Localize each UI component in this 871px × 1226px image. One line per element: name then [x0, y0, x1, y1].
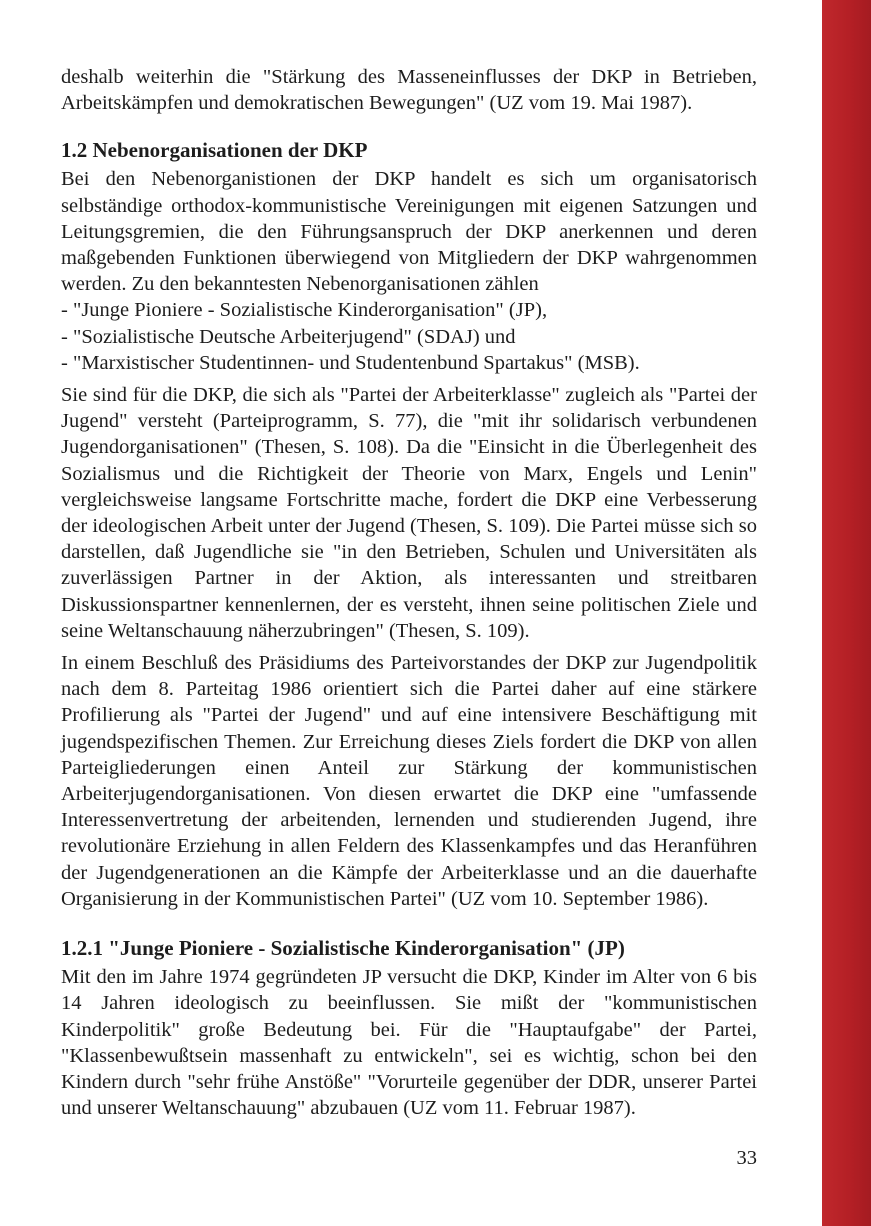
section-1-2-paragraph-2: Sie sind für die DKP, die sich als "Partei der Arbeiterklasse" zugleich als "Partei der Jugend" versteht (Parteiprogramm, S. 77), die "mit ihr solidarisch verbundenen Jugendorganisationen" (Thesen, S. 108). Da die "Einsicht in die Überlegenheit des Sozialismus und die Richtigkeit der Theorie von Marx, Engels und Lenin" vergleichsweise langsame Fortschritte mache, fordert die DKP eine Verbesserung der ideologischen Arbeit unter der Jugend (Thesen, S. 109). Die Partei müsse sich so darstellen, daß Jugendliche sie "in den Betrieben, Schulen und Universitäten als zuverlässigen Partner in der Aktion, als interessanten und streitbaren Diskussionspartner kennenlernen, der es versteht, ihnen seine politischen Ziele und seine Weltanschauung näherzubringen" (Thesen, S. 109). [61, 384, 757, 642]
page-number: 33 [736, 1147, 757, 1169]
section-1-2-paragraph-1: Bei den Nebenorganistionen der DKP handelt es sich um organisatorisch selbständige orthodox-kommunistische Vereinigungen mit eigenen Satzungen und Leitungsgremien, die den Führungsanspruch der DKP anerkennen und deren maßgebenden Funktionen überwiegend von Mitgliedern der DKP wahrgenommen werden. Zu den bekanntesten Nebenorganisationen zählen [61, 168, 757, 296]
list-item: - "Sozialistische Deutsche Arbeiterjugend" (SDAJ) und [61, 325, 516, 348]
section-heading-1-2-1: 1.2.1 "Junge Pioniere - Sozialistische Kinderorganisation" (JP) [61, 936, 625, 961]
page-content [61, 64, 757, 1121]
list-item: - "Marxistischer Studentinnen- und Studentenbund Spartakus" (MSB). [61, 351, 640, 374]
section-heading-1-2: 1.2 Nebenorganisationen der DKP [61, 138, 368, 163]
section-1-2-paragraph-3: In einem Beschluß des Präsidiums des Parteivorstandes der DKP zur Jugendpolitik nach dem 8. Parteitag 1986 orientiert sich die Partei daher auf eine stärkere Profilierung als "Partei der Jugend" und auf eine intensivere Beschäftigung mit jugendspezifischen Themen. Zur Erreichung dieses Ziels fordert die DKP von allen Parteigliederungen einen Anteil zur Stärkung der kommunistischen Arbeiterjugendorganisationen. Von diesen erwartet die DKP eine "umfassende Interessenvertretung der arbeitenden, lernenden und studierenden Jugend, ihre revolutionäre Erziehung in allen Feldern des Klassenkampfes und das Heranführen der Jugendgenerationen an die Kämpfe der Arbeiterklasse und an die dauerhafte Organisierung in der Kommunistischen Partei" (UZ vom 10. September 1986). [61, 652, 757, 910]
section-1-2-1-paragraph-1: Mit den im Jahre 1974 gegründeten JP versucht die DKP, Kinder im Alter von 6 bis 14 Jahren ideologisch zu beeinflussen. Sie mißt der "kommunistischen Kinderpolitik" große Bedeutung bei. Für die "Hauptaufgabe" der Partei, "Klassenbewußtsein massenhaft zu entwickeln", sei es wichtig, schon bei den Kindern durch "sehr frühe Anstöße" "Vorurteile gegenüber der DDR, unserer Partei und unserer Weltanschauung" abzubauen (UZ vom 11. Februar 1987). [61, 966, 757, 1120]
red-edge-strip [822, 0, 871, 1226]
organisation-list [61, 297, 757, 376]
intro-paragraph: deshalb weiterhin die "Stärkung des Masseneinflusses der DKP in Betrieben, Arbeitskämpfen und demokratischen Bewegungen" (UZ vom 19. Mai 1987). [61, 66, 757, 115]
list-item: - "Junge Pioniere - Sozialistische Kinderorganisation" (JP), [61, 299, 548, 322]
